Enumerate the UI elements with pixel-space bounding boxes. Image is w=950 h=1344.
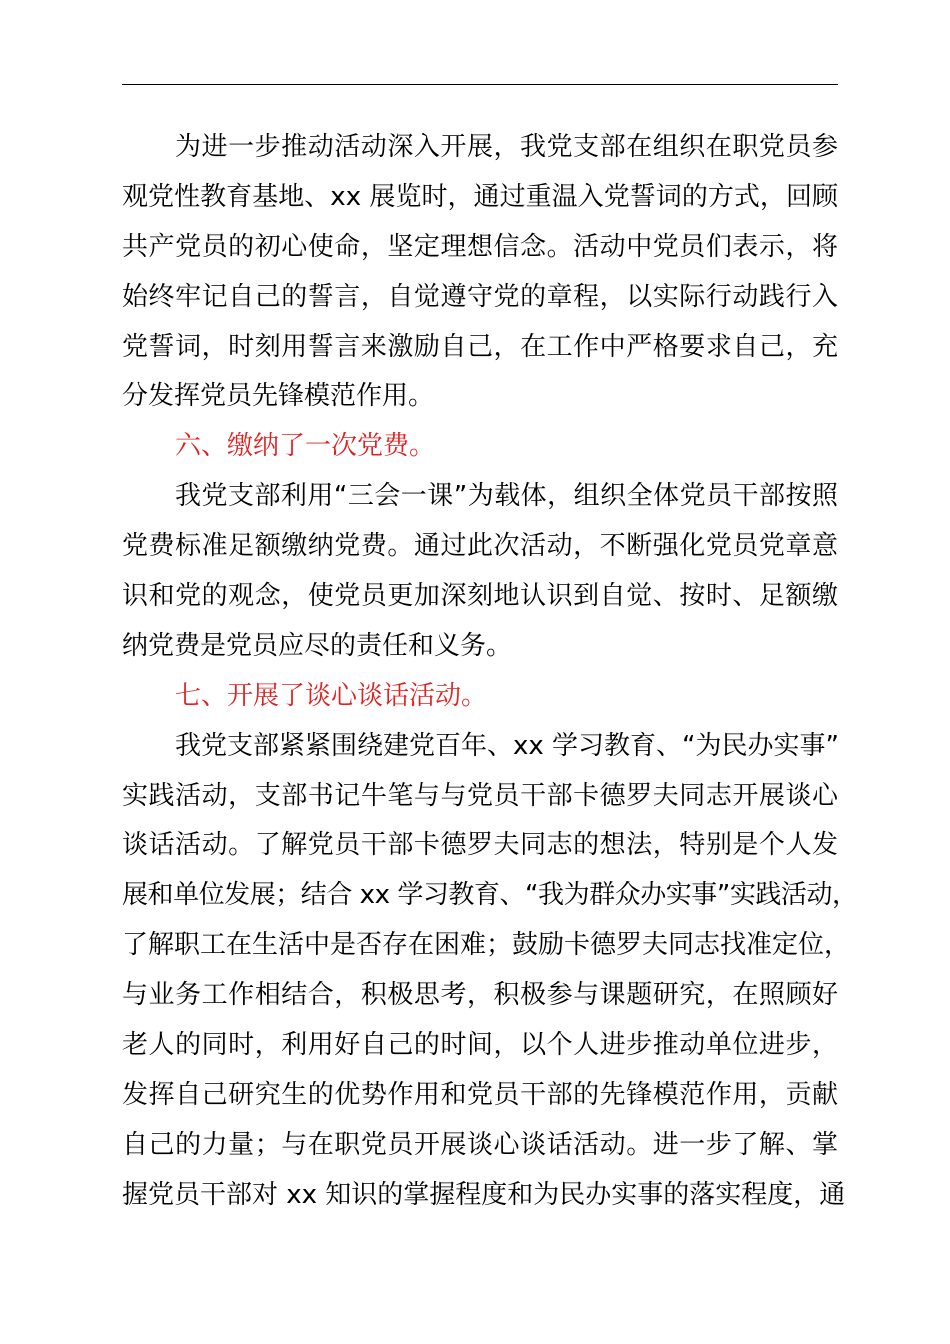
section-heading-text: 六、缴纳了一次党费。	[175, 431, 436, 462]
paragraph-line	[122, 921, 851, 971]
paragraph-text: 发挥自己研究生的优势作用和党员干部的先锋模范作用，贡献	[122, 1079, 839, 1110]
paragraph-text: 识和党的观念，使党员更加深刻地认识到自觉、按时、足额缴	[122, 581, 839, 612]
paragraph-text: 始终牢记自己的誓言，自觉遵守党的章程，以实际行动践行入	[122, 281, 839, 312]
paragraph-line	[122, 522, 838, 572]
paragraph-text: 分发挥党员先锋模范作用。	[122, 381, 435, 412]
paragraph-line	[122, 722, 838, 772]
paragraph-text: 与业务工作相结合，积极思考，积极参与课题研究，在照顾好	[122, 980, 839, 1011]
paragraph-line	[122, 871, 858, 921]
paragraph-line	[122, 821, 838, 871]
paragraph-text: 展和单位发展；结合 xx 学习教育、“我为群众办实事”实践活动，	[122, 880, 858, 911]
header-rule	[122, 84, 838, 85]
paragraph-line	[122, 372, 838, 422]
paragraph-line	[122, 1171, 846, 1221]
paragraph-line	[122, 1071, 838, 1121]
paragraph-line	[122, 1021, 838, 1071]
section-heading-text: 七、开展了谈心谈话活动。	[175, 680, 488, 711]
paragraph-line	[122, 472, 838, 522]
paragraph-text: 为进一步推动活动深入开展，我党支部在组织在职党员参	[175, 132, 839, 162]
paragraph-line	[122, 323, 838, 373]
paragraph-text: 自己的力量；与在职党员开展谈心谈话活动。进一步了解、掌	[122, 1129, 839, 1160]
paragraph-text: 谈话活动。了解党员干部卡德罗夫同志的想法，特别是个人发	[122, 830, 839, 861]
paragraph-line	[122, 622, 838, 672]
paragraph-line	[122, 772, 838, 822]
paragraph-text: 我党支部利用“三会一课”为载体，组织全体党员干部按照	[175, 481, 839, 512]
paragraph-line	[122, 1121, 838, 1171]
paragraph-text: 党费标准足额缴纳党费。通过此次活动，不断强化党员党章意	[122, 531, 839, 562]
paragraph-line	[122, 572, 838, 622]
paragraph-text: 了解职工在生活中是否存在困难；鼓励卡德罗夫同志找准定位，	[122, 930, 851, 961]
paragraph-text: 党誓词，时刻用誓言来激励自己，在工作中严格要求自己，充	[122, 331, 839, 362]
document-body	[122, 123, 858, 1221]
section-heading	[122, 672, 838, 722]
paragraph-line	[122, 971, 838, 1021]
paragraph-text: 纳党费是党员应尽的责任和义务。	[122, 630, 513, 661]
paragraph-line	[122, 273, 838, 323]
paragraph-text: 实践活动，支部书记牛笔与与党员干部卡德罗夫同志开展谈心	[122, 780, 839, 811]
paragraph-line	[122, 123, 838, 173]
paragraph-text: 我党支部紧紧围绕建党百年、xx 学习教育、“为民办实事”	[175, 730, 839, 761]
paragraph-line	[122, 223, 838, 273]
section-heading	[122, 422, 838, 472]
paragraph-line	[122, 173, 838, 223]
paragraph-text: 观党性教育基地、xx 展览时，通过重温入党誓词的方式，回顾	[122, 181, 839, 212]
paragraph-text: 共产党员的初心使命，坚定理想信念。活动中党员们表示，将	[122, 231, 839, 262]
paragraph-text: 握党员干部对 xx 知识的掌握程度和为民办实事的落实程度，通	[122, 1179, 846, 1210]
paragraph-text: 老人的同时，利用好自己的时间，以个人进步推动单位进步，	[122, 1030, 839, 1061]
